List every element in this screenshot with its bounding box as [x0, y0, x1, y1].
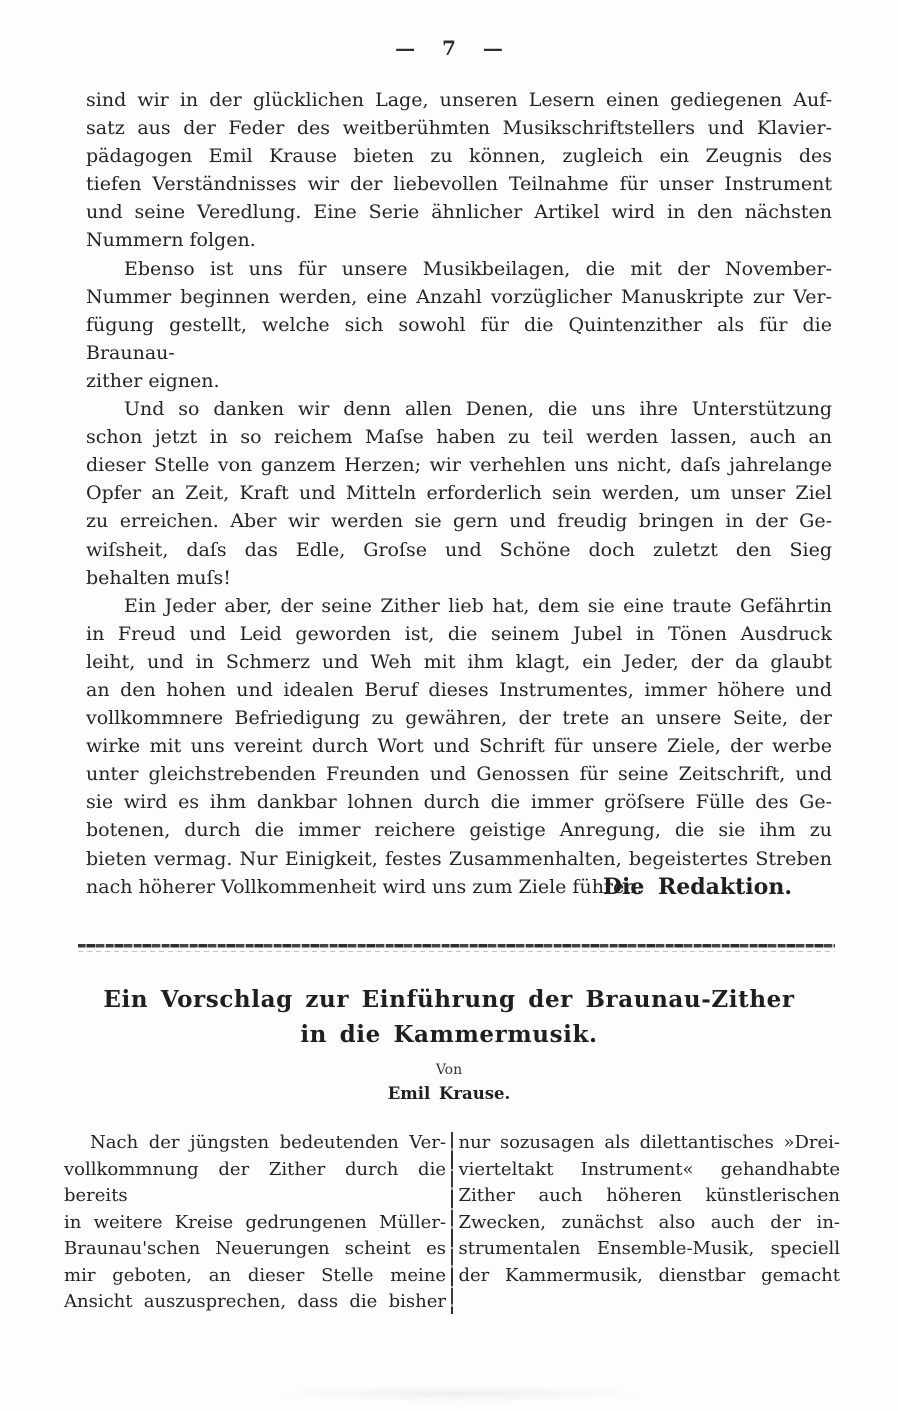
text-line: in weitere Kreise gedrungenen Müller-	[64, 1211, 446, 1233]
text-line: mir geboten, an dieser Stelle meine	[64, 1264, 446, 1286]
text-line: sind wir in der glücklichen Lage, unseren Lesern einen gediegenen Auf-	[86, 89, 832, 111]
text-line: wirke mit uns vereint durch Wort und Schrift für unsere Ziele, der werbe	[86, 735, 832, 758]
text-line: in Freud und Leid geworden ist, die seinem Jubel in Tönen Ausdruck	[86, 622, 832, 645]
text-line: zu erreichen. Aber wir werden sie gern und freudig bringen in der Ge-	[86, 510, 832, 533]
article-title-line-1: Ein Vorschlag zur Einführung der Braunau-Zither	[103, 986, 795, 1013]
text-line: vierteltakt Instrument« gehandhabte	[458, 1158, 840, 1180]
text-line: Nummern folgen.	[86, 229, 256, 252]
text-line: vollkommnung der Zither durch die bereits	[64, 1158, 446, 1206]
page-number: — 7 —	[395, 36, 503, 60]
byline-label: Von	[435, 1062, 463, 1078]
text-line: zither eignen.	[86, 369, 220, 392]
text-line: strumentalen Ensemble-Musik, speciell	[458, 1238, 840, 1259]
left-column	[64, 1130, 446, 1316]
text-line: der Kammermusik, dienstbar gemacht	[458, 1264, 840, 1286]
text-line: wiſsheit, daſs das Edle, Groſse und Schöne doch zuletzt den Sieg	[86, 538, 832, 561]
text-line: Ansicht auszusprechen, dass die bisher	[64, 1291, 446, 1312]
text-line: tiefen Verständnisses wir der liebevollen Teilnahme für unser Instrument	[86, 173, 832, 196]
text-line: sie wird es ihm dankbar lohnen durch die immer gröſsere Fülle des Ge-	[86, 791, 832, 814]
text-line: satz aus der Feder des weitberühmten Musikschriftstellers und Klavier-	[86, 117, 832, 140]
text-line: leiht, und in Schmerz und Weh mit ihm klagt, ein Jeder, der da glaubt	[86, 650, 832, 673]
right-column	[459, 1130, 841, 1316]
text-line: Zwecken, zunächst also auch der in-	[458, 1211, 840, 1233]
text-line: pädagogen Emil Krause bieten zu können, zugleich ein Zeugnis des	[86, 145, 832, 168]
text-line: schon jetzt in so reichem Maſse haben zu teil werden lassen, auch an	[86, 426, 832, 449]
article-title-line-2: in die Kammermusik.	[300, 1021, 598, 1048]
text-line: dieser Stelle von ganzem Herzen; wir verhehlen uns nicht, daſs jahrelange	[86, 454, 832, 477]
article-title	[0, 982, 898, 1052]
editorial-text-block	[86, 86, 832, 901]
text-line: an den hohen und idealen Beruf dieses Instrumentes, immer höhere und	[86, 678, 832, 701]
text-line: Nummer beginnen werden, eine Anzahl vorzüglicher Manuskripte zur Ver-	[86, 285, 832, 308]
text-line: Braunau'schen Neuerungen scheint es	[64, 1238, 446, 1259]
text-line: nach höherer Vollkommenheit wird uns zum Ziele führen.	[86, 875, 643, 898]
two-column-text-section	[64, 1130, 840, 1316]
text-line: behalten muſs!	[86, 566, 231, 589]
text-line: vollkommnere Befriedigung zu gewähren, der trete an unsere Seite, der	[86, 707, 832, 730]
text-line: Ebenso ist uns für unsere Musikbeilagen, die mit der November-	[124, 257, 832, 280]
column-divider-rule	[451, 1132, 453, 1314]
text-line: bieten vermag. Nur Einigkeit, festes Zusammenhalten, begeistertes Streben	[86, 847, 832, 870]
text-line: nur sozusagen als dilettantisches »Drei-	[458, 1132, 840, 1153]
text-line: Opfer an Zeit, Kraft und Mitteln erforderlich sein werden, um unser Ziel	[86, 482, 832, 505]
text-line: botenen, durch die immer reichere geistige Anregung, die sie ihm zu	[86, 819, 832, 842]
editorial-signature: Die Redaktion.	[602, 874, 792, 900]
section-divider-rule	[78, 944, 835, 953]
text-line: Und so danken wir denn allen Denen, die uns ihre Unterstützung	[124, 398, 832, 421]
text-line: fügung gestellt, welche sich sowohl für die Quintenzither als für die Braunau-	[86, 313, 832, 364]
text-line: unter gleichstrebenden Freunden und Genossen für seine Zeitschrift, und	[86, 763, 832, 786]
text-line: Ein Jeder aber, der seine Zither lieb hat, dem sie eine traute Gefährtin	[124, 594, 832, 617]
text-line: und seine Veredlung. Eine Serie ähnlicher Artikel wird in den nächsten	[86, 201, 832, 224]
text-line: Nach der jüngsten bedeutenden Ver-	[90, 1132, 446, 1153]
author-name: Emil Krause.	[387, 1084, 511, 1103]
text-line: Zither auch höheren künstlerischen	[458, 1185, 840, 1206]
scan-artifact	[270, 1386, 650, 1402]
